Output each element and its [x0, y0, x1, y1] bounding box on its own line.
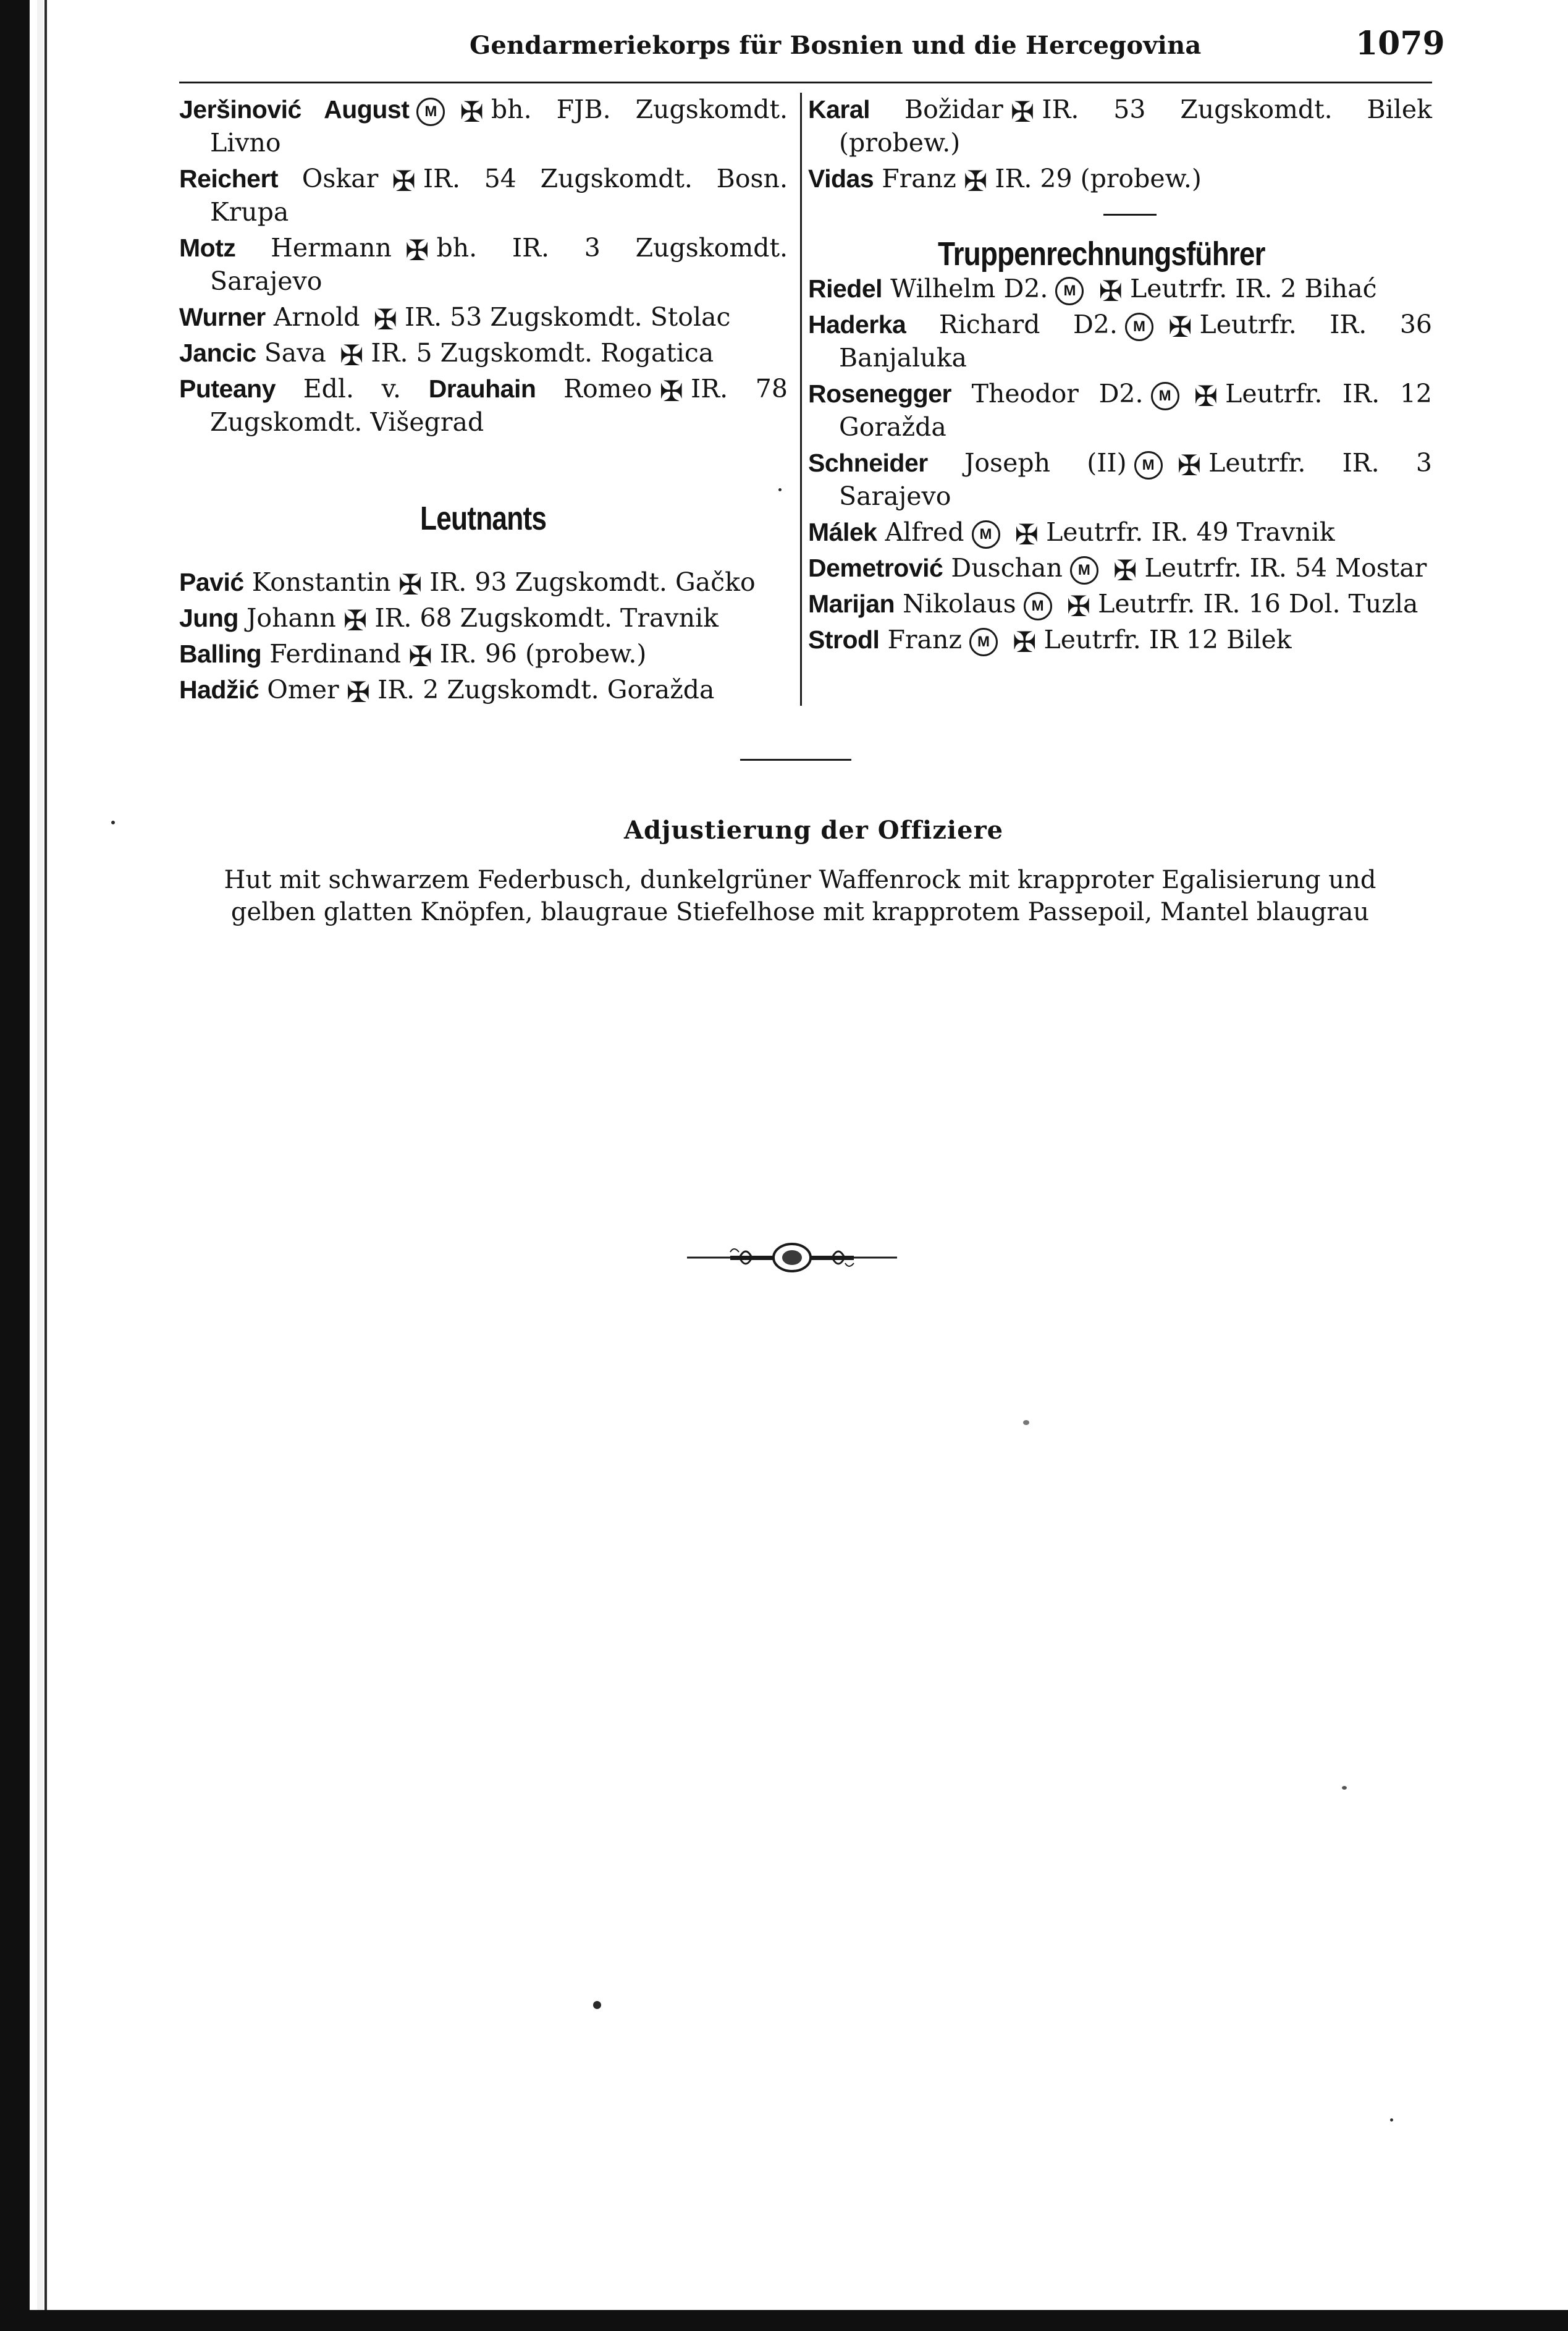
entry-name: Demetrović [808, 554, 943, 582]
column-divider [800, 93, 802, 706]
entry-text: IR. 53 Zugskomdt. Bilek (probew.) [839, 95, 1432, 158]
entry-name: Vidas [808, 164, 874, 193]
cross-icon: ✠ [373, 302, 398, 336]
entry-name: Jeršinović August [179, 95, 410, 124]
scan-speck [778, 488, 782, 491]
cross-icon: ✠ [963, 164, 988, 198]
scan-speck [1342, 1786, 1347, 1790]
header-rule [179, 82, 1432, 83]
entry-name: Jancic [179, 339, 256, 367]
entry-name: Wurner [179, 303, 266, 331]
ornament-divider-icon [687, 1236, 897, 1279]
entry-text: Leutrfr. IR. 54 Mostar [1144, 553, 1427, 583]
list-item [179, 93, 788, 159]
entry-name: Hadžić [179, 675, 259, 704]
entry-name: Rosenegger [808, 379, 951, 408]
entry-name: Riedel [808, 274, 883, 303]
cross-icon: ✠ [1012, 625, 1037, 659]
cross-icon: ✠ [339, 338, 364, 372]
entry-text: IR. 78 Zugskomdt. Višegrad [210, 374, 788, 437]
list-item [808, 587, 1432, 623]
entry-text: Leutrfr. IR. 16 Dol. Tuzla [1098, 589, 1418, 619]
entry-name: Haderka [808, 310, 906, 339]
medal-icon: M [1070, 556, 1098, 585]
cross-icon: ✠ [405, 233, 429, 267]
entry-text: bh. FJB. Zugskomdt. Livno [210, 95, 788, 158]
cross-icon: ✠ [1177, 448, 1202, 482]
cross-icon: ✠ [1066, 589, 1091, 623]
section-heading-truppenrechnungsfuehrer: Truppenrechnungsführer [938, 235, 1265, 273]
section-heading-leutnants: Leutnants [420, 500, 547, 537]
list-item [808, 377, 1432, 444]
entry-given-name: Konstantin [251, 567, 391, 597]
cross-icon: ✠ [343, 603, 368, 637]
scan-speck [593, 2001, 601, 2009]
entry-given-name: Alfred [885, 517, 964, 547]
entry-name: Jung [179, 604, 238, 632]
medal-icon: M [1055, 277, 1084, 305]
adjustierung-heading: Adjustierung der Offiziere [624, 816, 1004, 845]
cross-icon: ✠ [408, 639, 432, 673]
scan-speck [1390, 2118, 1393, 2122]
list-item [179, 162, 788, 229]
left-column-entries [179, 93, 788, 441]
list-item [808, 623, 1432, 659]
list-item [179, 372, 788, 439]
page-number: 1079 [1355, 25, 1445, 62]
cross-icon: ✠ [346, 675, 371, 709]
list-item [808, 162, 1432, 198]
entry-given-name: Franz [882, 164, 956, 193]
entry-given-name: Sava [264, 338, 326, 368]
entry-text: IR. 54 Zugskomdt. Bosn. Krupa [210, 164, 788, 227]
entry-text: IR. 93 Zugskomdt. Gačko [429, 567, 756, 597]
right-column-entries [808, 93, 1432, 198]
entry-text: IR. 53 Zugskomdt. Stolac [405, 302, 731, 332]
entry-name: Strodl [808, 625, 880, 654]
scan-speck [1023, 1420, 1029, 1425]
list-item [179, 231, 788, 298]
entry-given-name: Nikolaus [903, 589, 1016, 619]
entry-text: IR. 96 (probew.) [439, 639, 647, 669]
cross-icon: ✠ [1010, 95, 1035, 129]
cross-icon: ✠ [392, 164, 416, 198]
entry-text: Leutrfr. IR. 3 Sarajevo [839, 448, 1432, 511]
entry-name: Puteany [179, 374, 276, 403]
entry-text: Leutrfr. IR. 36 Banjaluka [839, 310, 1432, 373]
list-item [179, 300, 788, 334]
entry-given-name-part: Romeo [563, 374, 652, 404]
entry-name: Reichert [179, 164, 279, 193]
entry-name: Balling [179, 640, 262, 668]
medal-icon: M [972, 520, 1000, 549]
entry-given-name: Joseph (II) [964, 448, 1127, 478]
medal-icon: M [1024, 592, 1052, 620]
entry-text: IR. 2 Zugskomdt. Goražda [377, 675, 715, 704]
entry-name: Pavić [179, 568, 244, 596]
entry-text: Leutrfr. IR 12 Bilek [1043, 625, 1292, 654]
cross-icon: ✠ [1194, 379, 1218, 413]
cross-icon: ✠ [460, 95, 484, 129]
medal-icon: M [416, 98, 445, 126]
list-item [179, 336, 788, 370]
list-item [179, 601, 788, 635]
entry-given-name: Oskar [301, 164, 379, 193]
scan-border-bottom [0, 2310, 1568, 2331]
entry-text: IR. 68 Zugskomdt. Travnik [374, 603, 719, 633]
medal-icon: M [1125, 313, 1153, 341]
list-item [179, 565, 788, 599]
entry-name-part: Drauhain [428, 374, 536, 403]
entry-grade: D2. [1073, 310, 1118, 339]
list-item [808, 446, 1432, 513]
entry-given-name: Franz [887, 625, 962, 654]
list-item [808, 272, 1432, 308]
adjustierung-text: Hut mit schwarzem Federbusch, dunkelgrüner Waffenrock mit krapproter Egalisierung und gelben glatten Knöpfen, blaugraue Stiefelhose mit krapprotem Passepoil, Mantel blaugrau [224, 866, 1376, 926]
cross-icon: ✠ [659, 374, 684, 408]
entry-text: bh. IR. 3 Zugskomdt. Sarajevo [210, 233, 788, 296]
entry-text: IR. 5 Zugskomdt. Rogatica [371, 338, 714, 368]
list-item [808, 93, 1432, 159]
list-item [179, 637, 788, 671]
entry-grade: D2. [1098, 379, 1144, 408]
cross-icon: ✠ [1168, 310, 1192, 344]
entry-given-name: Richard [938, 310, 1040, 339]
entry-given-name: Arnold [273, 302, 360, 332]
entry-name: Schneider [808, 449, 928, 477]
entry-given-name: Wilhelm [890, 274, 996, 303]
scan-border-left [0, 0, 30, 2331]
list-item [808, 551, 1432, 585]
entry-given-name: Johann [246, 603, 336, 633]
cross-icon: ✠ [398, 567, 423, 601]
entry-grade: D2. [1003, 274, 1048, 303]
entry-name: Marijan [808, 590, 895, 618]
section-divider [740, 759, 851, 761]
entry-text: Leutrfr. IR. 12 Goražda [839, 379, 1432, 442]
section-divider [1103, 214, 1157, 216]
entry-given-name: Duschan [951, 553, 1063, 583]
entry-text: Leutrfr. IR. 2 Bihać [1130, 274, 1377, 303]
entry-text: IR. 29 (probew.) [995, 164, 1202, 193]
entry-given-name: Edl. v. [303, 374, 402, 404]
medal-icon: M [969, 628, 998, 656]
leutnants-entries [179, 565, 788, 709]
entry-name: Málek [808, 518, 877, 546]
cross-icon: ✠ [1113, 553, 1137, 587]
entry-name: Karal [808, 95, 870, 124]
scan-border-line [44, 0, 47, 2331]
entry-given-name: Theodor [971, 379, 1079, 408]
list-item [179, 673, 788, 709]
entry-given-name: Omer [267, 675, 339, 704]
list-item [808, 515, 1432, 549]
entry-name: Motz [179, 234, 236, 262]
list-item [808, 308, 1432, 374]
scan-speck [111, 821, 115, 824]
entry-given-name: Božidar [904, 95, 1003, 124]
medal-icon: M [1134, 451, 1163, 480]
rechnungsfuehrer-entries [808, 272, 1432, 659]
running-head: Gendarmeriekorps für Bosnien und die Hercegovina [470, 31, 1202, 60]
scan-border-gap [37, 0, 43, 2331]
entry-given-name: Hermann [271, 233, 392, 263]
entry-given-name: Ferdinand [269, 639, 402, 669]
cross-icon: ✠ [1014, 517, 1039, 551]
entry-text: Leutrfr. IR. 49 Travnik [1046, 517, 1335, 547]
cross-icon: ✠ [1098, 274, 1123, 308]
medal-icon: M [1151, 382, 1179, 410]
